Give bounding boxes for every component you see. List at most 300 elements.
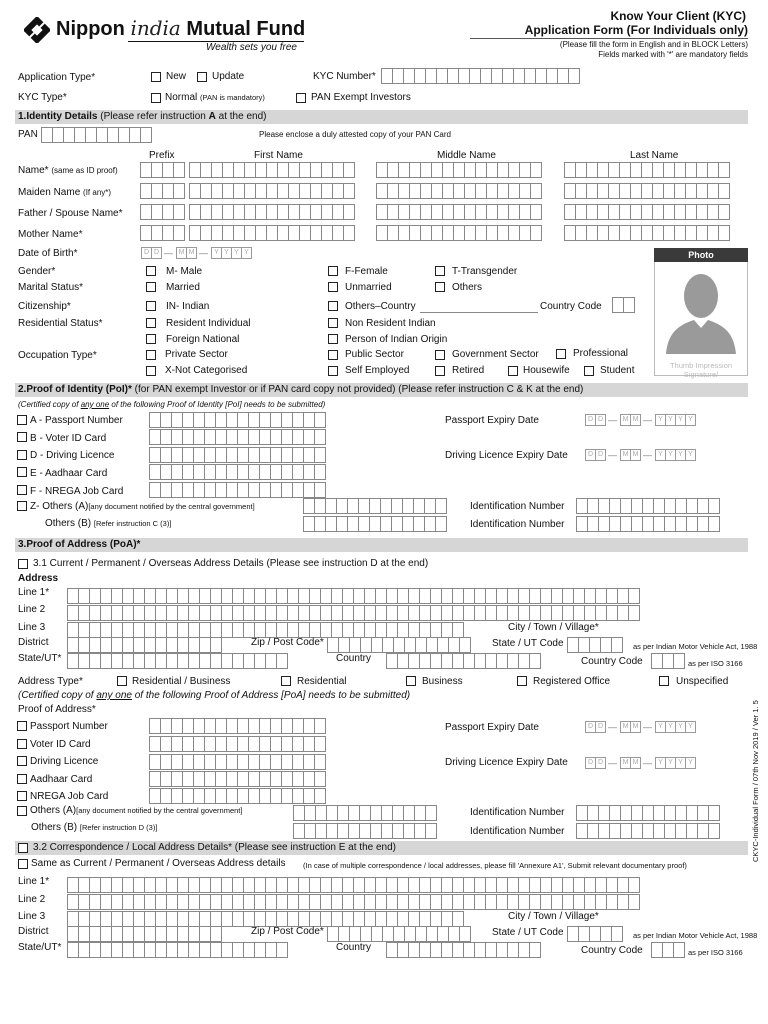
- poa-others-a-checkbox[interactable]: [17, 806, 27, 816]
- government-sector-label: Government Sector: [452, 349, 539, 360]
- addr2-state-code-boxes[interactable]: [567, 926, 622, 942]
- char-box[interactable]: [210, 926, 222, 942]
- student-checkbox[interactable]: [584, 366, 594, 376]
- addr1-line3-boxes[interactable]: [67, 622, 463, 638]
- addr2-country-boxes[interactable]: [386, 942, 540, 958]
- date-separator: —: [643, 722, 652, 732]
- date-digit-box[interactable]: D: [585, 721, 596, 733]
- addr2-district-label: District: [18, 926, 49, 937]
- tagline: Wealth sets you free: [206, 42, 297, 53]
- date-digit-box[interactable]: Y: [665, 449, 676, 461]
- unspecified-checkbox[interactable]: [659, 676, 669, 686]
- char-box[interactable]: [173, 162, 185, 178]
- date-digit-box[interactable]: Y: [685, 449, 696, 461]
- address-label: Address: [18, 573, 59, 584]
- transgender-label: T-Transgender: [452, 266, 518, 277]
- addr2-country-label: Country: [336, 942, 372, 953]
- date-digit-box[interactable]: D: [141, 247, 152, 259]
- address-type-label: Address Type*: [18, 676, 83, 687]
- char-box[interactable]: [718, 204, 730, 220]
- others-country-line[interactable]: [420, 312, 538, 313]
- date-digit-box[interactable]: M: [620, 449, 631, 461]
- poi-passport-checkbox[interactable]: [17, 415, 27, 425]
- government-sector-checkbox[interactable]: [435, 350, 445, 360]
- date-digit-box[interactable]: D: [595, 721, 606, 733]
- addr2-district-boxes[interactable]: [67, 926, 221, 942]
- char-box[interactable]: [276, 653, 288, 669]
- date-digit-box[interactable]: D: [585, 757, 596, 769]
- poa-dl-expiry-date[interactable]: [585, 757, 695, 769]
- professional-label: Professional: [573, 348, 629, 359]
- date-digit-box[interactable]: Y: [665, 414, 676, 426]
- poi-dl-expiry-date[interactable]: [585, 449, 695, 461]
- female-checkbox[interactable]: [328, 266, 338, 276]
- addr1-state-label: State/UT*: [18, 653, 62, 664]
- addr1-line3-label: Line 3: [18, 622, 46, 633]
- private-sector-checkbox[interactable]: [146, 350, 156, 360]
- others-country-checkbox[interactable]: [328, 301, 338, 311]
- date-digit-box[interactable]: D: [595, 414, 606, 426]
- char-box[interactable]: [452, 911, 464, 927]
- date-digit-box[interactable]: M: [630, 757, 641, 769]
- date-digit-box[interactable]: Y: [675, 721, 686, 733]
- current-address-checkbox[interactable]: [18, 559, 28, 569]
- char-box[interactable]: [673, 653, 685, 669]
- nippon-logo-icon: [24, 17, 50, 43]
- public-sector-label: Public Sector: [345, 349, 404, 360]
- proof-of-address-label: Proof of Address*: [18, 704, 96, 715]
- poi-aadhaar-label: E - Aadhaar Card: [30, 468, 108, 479]
- poi-dl-checkbox[interactable]: [17, 450, 27, 460]
- char-box[interactable]: [314, 447, 326, 463]
- poi-others-a-id-boxes[interactable]: [576, 498, 719, 514]
- poi-passport-expiry-date[interactable]: [585, 414, 695, 426]
- poi-nrega-checkbox[interactable]: [17, 485, 27, 495]
- new-checkbox[interactable]: [151, 72, 161, 82]
- pan-label: PAN: [18, 129, 38, 140]
- addr2-country-code-label: Country Code: [581, 945, 643, 956]
- date-digit-box[interactable]: D: [151, 247, 162, 259]
- self-employed-checkbox[interactable]: [328, 366, 338, 376]
- addr2-line2-label: Line 2: [18, 894, 46, 905]
- addr1-country-boxes[interactable]: [386, 653, 540, 669]
- date-digit-box[interactable]: M: [176, 247, 187, 259]
- addr1-country-label: Country: [336, 653, 372, 664]
- char-box[interactable]: [628, 605, 640, 621]
- char-box[interactable]: [173, 204, 185, 220]
- pan-note: Please enclose a duly attested copy of your PAN Card: [259, 130, 451, 139]
- char-box[interactable]: [314, 771, 326, 787]
- char-box[interactable]: [452, 622, 464, 638]
- unmarried-checkbox[interactable]: [328, 282, 338, 292]
- date-digit-box[interactable]: M: [620, 414, 631, 426]
- residential-status-label: Residential Status*: [18, 318, 103, 329]
- poa-dl-boxes[interactable]: [149, 754, 325, 770]
- residential-business-checkbox[interactable]: [117, 676, 127, 686]
- addr2-line2-boxes[interactable]: [67, 894, 639, 910]
- addr1-district-label: District: [18, 637, 49, 648]
- pio-label: Person of Indian Origin: [345, 334, 448, 345]
- addr2-line1-label: Line 1*: [18, 876, 50, 887]
- addr1-line1-boxes[interactable]: [67, 588, 639, 604]
- nri-checkbox[interactable]: [328, 318, 338, 328]
- char-box[interactable]: [708, 823, 720, 839]
- name-last-boxes[interactable]: [564, 162, 729, 241]
- form-version-side-text: CKYC-Individual Form / 07th Nov 2019 / Ver 1. 5: [751, 700, 760, 862]
- char-box[interactable]: [435, 498, 447, 514]
- housewife-checkbox[interactable]: [508, 366, 518, 376]
- housewife-label: Housewife: [523, 365, 570, 376]
- poi-passport-expiry-label: Passport Expiry Date: [445, 415, 539, 426]
- date-digit-box[interactable]: Y: [655, 414, 666, 426]
- poi-others-b-label: Others (B) [Refer instruction C (3)]: [45, 518, 172, 529]
- char-box[interactable]: [611, 926, 623, 942]
- poi-others-a-id-label: Identification Number: [470, 501, 565, 512]
- poa-others-b-id-boxes[interactable]: [576, 823, 719, 839]
- poi-others-b-id-boxes[interactable]: [576, 516, 719, 532]
- gender-label: Gender*: [18, 266, 56, 277]
- poi-others-b-id-label: Identification Number: [470, 519, 565, 530]
- char-box[interactable]: [568, 68, 580, 84]
- mother-name-label: Mother Name*: [18, 229, 83, 240]
- business-checkbox[interactable]: [406, 676, 416, 686]
- date-digit-box[interactable]: Y: [655, 757, 666, 769]
- char-box[interactable]: [623, 297, 635, 313]
- date-digit-box[interactable]: D: [585, 449, 596, 461]
- x-not-categorised-checkbox[interactable]: [146, 366, 156, 376]
- indian-label: IN- Indian: [166, 301, 210, 312]
- poi-aadhaar-boxes[interactable]: [149, 464, 325, 480]
- poi-dl-label: D - Driving Licence: [30, 450, 115, 461]
- dob-label: Date of Birth*: [18, 248, 78, 259]
- char-box[interactable]: [708, 805, 720, 821]
- char-box[interactable]: [628, 877, 640, 893]
- poa-passport-checkbox[interactable]: [17, 721, 27, 731]
- others-country-label: Others–Country: [345, 301, 416, 312]
- date-digit-box[interactable]: M: [620, 721, 631, 733]
- poa-passport-label: Passport Number: [30, 721, 108, 732]
- name-middle-boxes[interactable]: [376, 162, 541, 241]
- self-employed-label: Self Employed: [345, 365, 410, 376]
- char-box[interactable]: [343, 204, 355, 220]
- poi-others-a-checkbox[interactable]: [17, 501, 27, 511]
- poa-nrega-boxes[interactable]: [149, 788, 325, 804]
- poa-voter-checkbox[interactable]: [17, 739, 27, 749]
- section-1-title: 1.Identity Details (Please refer instruction A at the end): [18, 111, 267, 122]
- maiden-name-label: Maiden Name (If any*): [18, 187, 112, 198]
- char-box[interactable]: [173, 225, 185, 241]
- date-digit-box[interactable]: D: [595, 449, 606, 461]
- father-spouse-label: Father / Spouse Name*: [18, 208, 123, 219]
- last-name-header: Last Name: [630, 150, 679, 161]
- addr1-country-code-boxes[interactable]: [651, 653, 684, 669]
- date-digit-box[interactable]: M: [186, 247, 197, 259]
- foreign-national-checkbox[interactable]: [146, 334, 156, 344]
- char-box[interactable]: [718, 162, 730, 178]
- same-address-label: Same as Current / Permanent / Overseas Address details: [31, 858, 286, 869]
- poa-others-a-id-label: Identification Number: [470, 807, 565, 818]
- date-separator: —: [608, 758, 617, 768]
- date-digit-box[interactable]: Y: [685, 757, 696, 769]
- date-separator: —: [164, 248, 173, 258]
- country-code-label: Country Code: [540, 301, 602, 312]
- addr1-state-code-label: State / UT Code: [492, 638, 564, 649]
- poi-nrega-label: F - NREGA Job Card: [30, 486, 124, 497]
- male-checkbox[interactable]: [146, 266, 156, 276]
- middle-name-header: Middle Name: [437, 150, 496, 161]
- professional-checkbox[interactable]: [556, 349, 566, 359]
- normal-label: Normal (PAN is mandatory): [165, 92, 265, 103]
- char-box[interactable]: [530, 162, 542, 178]
- poa-dl-expiry-label: Driving Licence Expiry Date: [445, 757, 568, 768]
- char-box[interactable]: [314, 718, 326, 734]
- date-digit-box[interactable]: Y: [241, 247, 252, 259]
- addr2-zip-label: Zip / Post Code*: [251, 926, 324, 937]
- poa-others-b-id-label: Identification Number: [470, 826, 565, 837]
- addr2-line3-label: Line 3: [18, 911, 46, 922]
- poa-others-b-boxes[interactable]: [293, 823, 436, 839]
- update-checkbox[interactable]: [197, 72, 207, 82]
- date-separator: —: [608, 450, 617, 460]
- resident-individual-checkbox[interactable]: [146, 318, 156, 328]
- pio-checkbox[interactable]: [328, 334, 338, 344]
- pan-exempt-checkbox[interactable]: [296, 93, 306, 103]
- char-box[interactable]: [529, 653, 541, 669]
- addr2-state-code-label: State / UT Code: [492, 927, 564, 938]
- addr1-iso-note: as per ISO 3166: [688, 659, 743, 668]
- retired-label: Retired: [452, 365, 485, 376]
- date-digit-box[interactable]: Y: [221, 247, 232, 259]
- male-label: M- Male: [166, 266, 203, 277]
- char-box[interactable]: [343, 183, 355, 199]
- poa-others-b-label: Others (B) [Refer instruction D (3)]: [31, 822, 158, 833]
- addr1-line2-label: Line 2: [18, 604, 46, 615]
- person-silhouette-icon: [662, 268, 740, 354]
- kyc-number-label: KYC Number*: [313, 71, 376, 82]
- char-box[interactable]: [611, 637, 623, 653]
- citizenship-country-code-boxes[interactable]: [612, 297, 634, 313]
- foreign-national-label: Foreign National: [166, 334, 240, 345]
- brand-name: Nippon india Mutual Fund: [56, 16, 306, 40]
- char-box[interactable]: [708, 516, 720, 532]
- addr2-iso-note: as per ISO 3166: [688, 948, 743, 957]
- dob-date[interactable]: [141, 247, 251, 259]
- poa-others-a-boxes[interactable]: [293, 805, 436, 821]
- marital-others-checkbox[interactable]: [435, 282, 445, 292]
- addr1-state-code-boxes[interactable]: [567, 637, 622, 653]
- transgender-checkbox[interactable]: [435, 266, 445, 276]
- date-digit-box[interactable]: M: [630, 414, 641, 426]
- char-box[interactable]: [314, 429, 326, 445]
- date-digit-box[interactable]: Y: [231, 247, 242, 259]
- normal-checkbox[interactable]: [151, 93, 161, 103]
- x-not-categorised-label: X-Not Categorised: [165, 365, 248, 376]
- date-digit-box[interactable]: Y: [685, 721, 696, 733]
- poa-nrega-checkbox[interactable]: [17, 791, 27, 801]
- prefix-header: Prefix: [149, 150, 175, 161]
- char-box[interactable]: [718, 225, 730, 241]
- section-2-cert-note: (Certified copy of any one of the following Proof of Identity [PoI] needs to be submitted): [18, 400, 326, 409]
- date-digit-box[interactable]: Y: [655, 449, 666, 461]
- addr2-line3-boxes[interactable]: [67, 911, 463, 927]
- poi-voter-checkbox[interactable]: [17, 432, 27, 442]
- poa-aadhaar-checkbox[interactable]: [17, 774, 27, 784]
- date-digit-box[interactable]: D: [595, 757, 606, 769]
- date-separator: —: [643, 450, 652, 460]
- addr1-country-code-label: Country Code: [581, 656, 643, 667]
- char-box[interactable]: [314, 412, 326, 428]
- date-separator: —: [608, 415, 617, 425]
- correspondence-address-checkbox[interactable]: [18, 843, 28, 853]
- poi-nrega-boxes[interactable]: [149, 482, 325, 498]
- char-box[interactable]: [530, 183, 542, 199]
- married-label: Married: [166, 282, 200, 293]
- char-box[interactable]: [425, 805, 437, 821]
- char-box[interactable]: [140, 127, 152, 143]
- char-box[interactable]: [530, 225, 542, 241]
- date-digit-box[interactable]: Y: [675, 757, 686, 769]
- date-separator: —: [608, 722, 617, 732]
- poi-others-a-boxes[interactable]: [303, 498, 446, 514]
- retired-checkbox[interactable]: [435, 366, 445, 376]
- addr2-state-boxes[interactable]: [67, 942, 287, 958]
- registered-office-checkbox[interactable]: [517, 676, 527, 686]
- residential-business-label: Residential / Business: [132, 676, 231, 687]
- poa-passport-expiry-date[interactable]: [585, 721, 695, 733]
- char-box[interactable]: [628, 588, 640, 604]
- date-digit-box[interactable]: Y: [665, 721, 676, 733]
- first-name-header: First Name: [254, 150, 303, 161]
- addr2-zip-boxes[interactable]: [327, 926, 470, 942]
- char-box[interactable]: [708, 498, 720, 514]
- married-checkbox[interactable]: [146, 282, 156, 292]
- date-separator: —: [199, 248, 208, 258]
- char-box[interactable]: [673, 942, 685, 958]
- char-box[interactable]: [425, 823, 437, 839]
- addr1-zip-boxes[interactable]: [327, 637, 470, 653]
- kyc-number-boxes[interactable]: [381, 68, 579, 84]
- poa-passport-boxes[interactable]: [149, 718, 325, 734]
- char-box[interactable]: [210, 637, 222, 653]
- poi-voter-boxes[interactable]: [149, 429, 325, 445]
- char-box[interactable]: [314, 736, 326, 752]
- business-label: Business: [422, 676, 463, 687]
- citizenship-label: Citizenship*: [18, 301, 71, 312]
- poa-voter-boxes[interactable]: [149, 736, 325, 752]
- marital-others-label: Others: [452, 282, 483, 293]
- date-digit-box[interactable]: Y: [211, 247, 222, 259]
- residential-checkbox[interactable]: [281, 676, 291, 686]
- indian-checkbox[interactable]: [146, 301, 156, 311]
- addr1-district-boxes[interactable]: [67, 637, 221, 653]
- addr2-country-code-boxes[interactable]: [651, 942, 684, 958]
- char-box[interactable]: [343, 225, 355, 241]
- occupation-type-label: Occupation Type*: [18, 350, 97, 361]
- section-3-cert-note: (Certified copy of any one of the following Proof of Address [PoA] needs to be submitted): [18, 690, 411, 701]
- date-digit-box[interactable]: M: [630, 721, 641, 733]
- marital-status-label: Marital Status*: [18, 282, 84, 293]
- poa-others-a-label: Others (A)[any document notified by the central government]: [30, 805, 243, 816]
- date-digit-box[interactable]: Y: [675, 449, 686, 461]
- thumb-impression-text: Thumb Impression: [669, 361, 733, 370]
- addr1-state-boxes[interactable]: [67, 653, 287, 669]
- char-box[interactable]: [314, 464, 326, 480]
- header-note-2: Fields marked with '*' are mandatory fields: [598, 50, 748, 59]
- char-box[interactable]: [459, 926, 471, 942]
- poi-dl-boxes[interactable]: [149, 447, 325, 463]
- char-box[interactable]: [276, 942, 288, 958]
- poa-aadhaar-label: Aadhaar Card: [30, 774, 93, 785]
- student-label: Student: [600, 365, 635, 376]
- poa-aadhaar-boxes[interactable]: [149, 771, 325, 787]
- public-sector-checkbox[interactable]: [328, 350, 338, 360]
- poa-voter-label: Voter ID Card: [30, 739, 91, 750]
- date-digit-box[interactable]: M: [620, 757, 631, 769]
- poa-others-a-id-boxes[interactable]: [576, 805, 719, 821]
- poi-aadhaar-checkbox[interactable]: [17, 467, 27, 477]
- addr2-city-label: City / Town / Village*: [508, 911, 599, 922]
- name-first-boxes[interactable]: [189, 162, 354, 241]
- application-type-label: Application Type*: [18, 72, 96, 83]
- registered-office-label: Registered Office: [533, 676, 611, 687]
- section-2-title: 2.Proof of Identity (PoI)* (for PAN exempt Investor or if PAN card copy not provided) (Please refer instruction C & K at the end): [18, 384, 584, 395]
- date-digit-box[interactable]: D: [585, 414, 596, 426]
- poi-passport-label: A - Passport Number: [30, 415, 123, 426]
- date-digit-box[interactable]: M: [630, 449, 641, 461]
- form-subtitle: Application Form (For Individuals only): [524, 23, 748, 37]
- poa-dl-checkbox[interactable]: [17, 756, 27, 766]
- char-box[interactable]: [435, 516, 447, 532]
- char-box[interactable]: [459, 637, 471, 653]
- poi-passport-boxes[interactable]: [149, 412, 325, 428]
- signature-text: Signature/: [683, 370, 719, 379]
- char-box[interactable]: [628, 894, 640, 910]
- addr2-line1-boxes[interactable]: [67, 877, 639, 893]
- same-address-note: (In case of multiple correspondence / local addresses, please fill 'Annexure A1', Submit relevant documentary proof): [303, 861, 687, 870]
- new-label: New: [166, 71, 187, 82]
- poi-others-a-label: Z- Others (A)[any document notified by the central government]: [30, 501, 255, 512]
- date-digit-box[interactable]: Y: [665, 757, 676, 769]
- char-box[interactable]: [314, 754, 326, 770]
- char-box[interactable]: [530, 204, 542, 220]
- addr1-city-label: City / Town / Village*: [508, 622, 599, 633]
- addr2-mv-act-note: as per Indian Motor Vehicle Act, 1988: [633, 931, 758, 940]
- char-box[interactable]: [173, 183, 185, 199]
- private-sector-label: Private Sector: [165, 349, 228, 360]
- poi-others-b-boxes[interactable]: [303, 516, 446, 532]
- date-digit-box[interactable]: Y: [655, 721, 666, 733]
- char-box[interactable]: [718, 183, 730, 199]
- pan-boxes[interactable]: [41, 127, 151, 143]
- name-prefix-boxes[interactable]: [140, 162, 184, 241]
- addr2-state-label: State/UT*: [18, 942, 62, 953]
- update-label: Update: [212, 71, 245, 82]
- char-box[interactable]: [314, 482, 326, 498]
- current-address-label: 3.1 Current / Permanent / Overseas Address Details (Please see instruction D at the end): [33, 558, 429, 569]
- date-digit-box[interactable]: Y: [675, 414, 686, 426]
- char-box[interactable]: [343, 162, 355, 178]
- poa-dl-label: Driving Licence: [30, 756, 99, 767]
- same-address-checkbox[interactable]: [18, 859, 28, 869]
- char-box[interactable]: [529, 942, 541, 958]
- date-digit-box[interactable]: Y: [685, 414, 696, 426]
- addr1-line2-boxes[interactable]: [67, 605, 639, 621]
- poi-voter-label: B - Voter ID Card: [30, 433, 107, 444]
- poa-nrega-label: NREGA Job Card: [30, 791, 109, 802]
- form-title: Know Your Client (KYC): [610, 9, 746, 23]
- correspondence-address-label: 3.2 Correspondence / Local Address Details* (Please see instruction E at the end): [33, 842, 396, 853]
- char-box[interactable]: [314, 788, 326, 804]
